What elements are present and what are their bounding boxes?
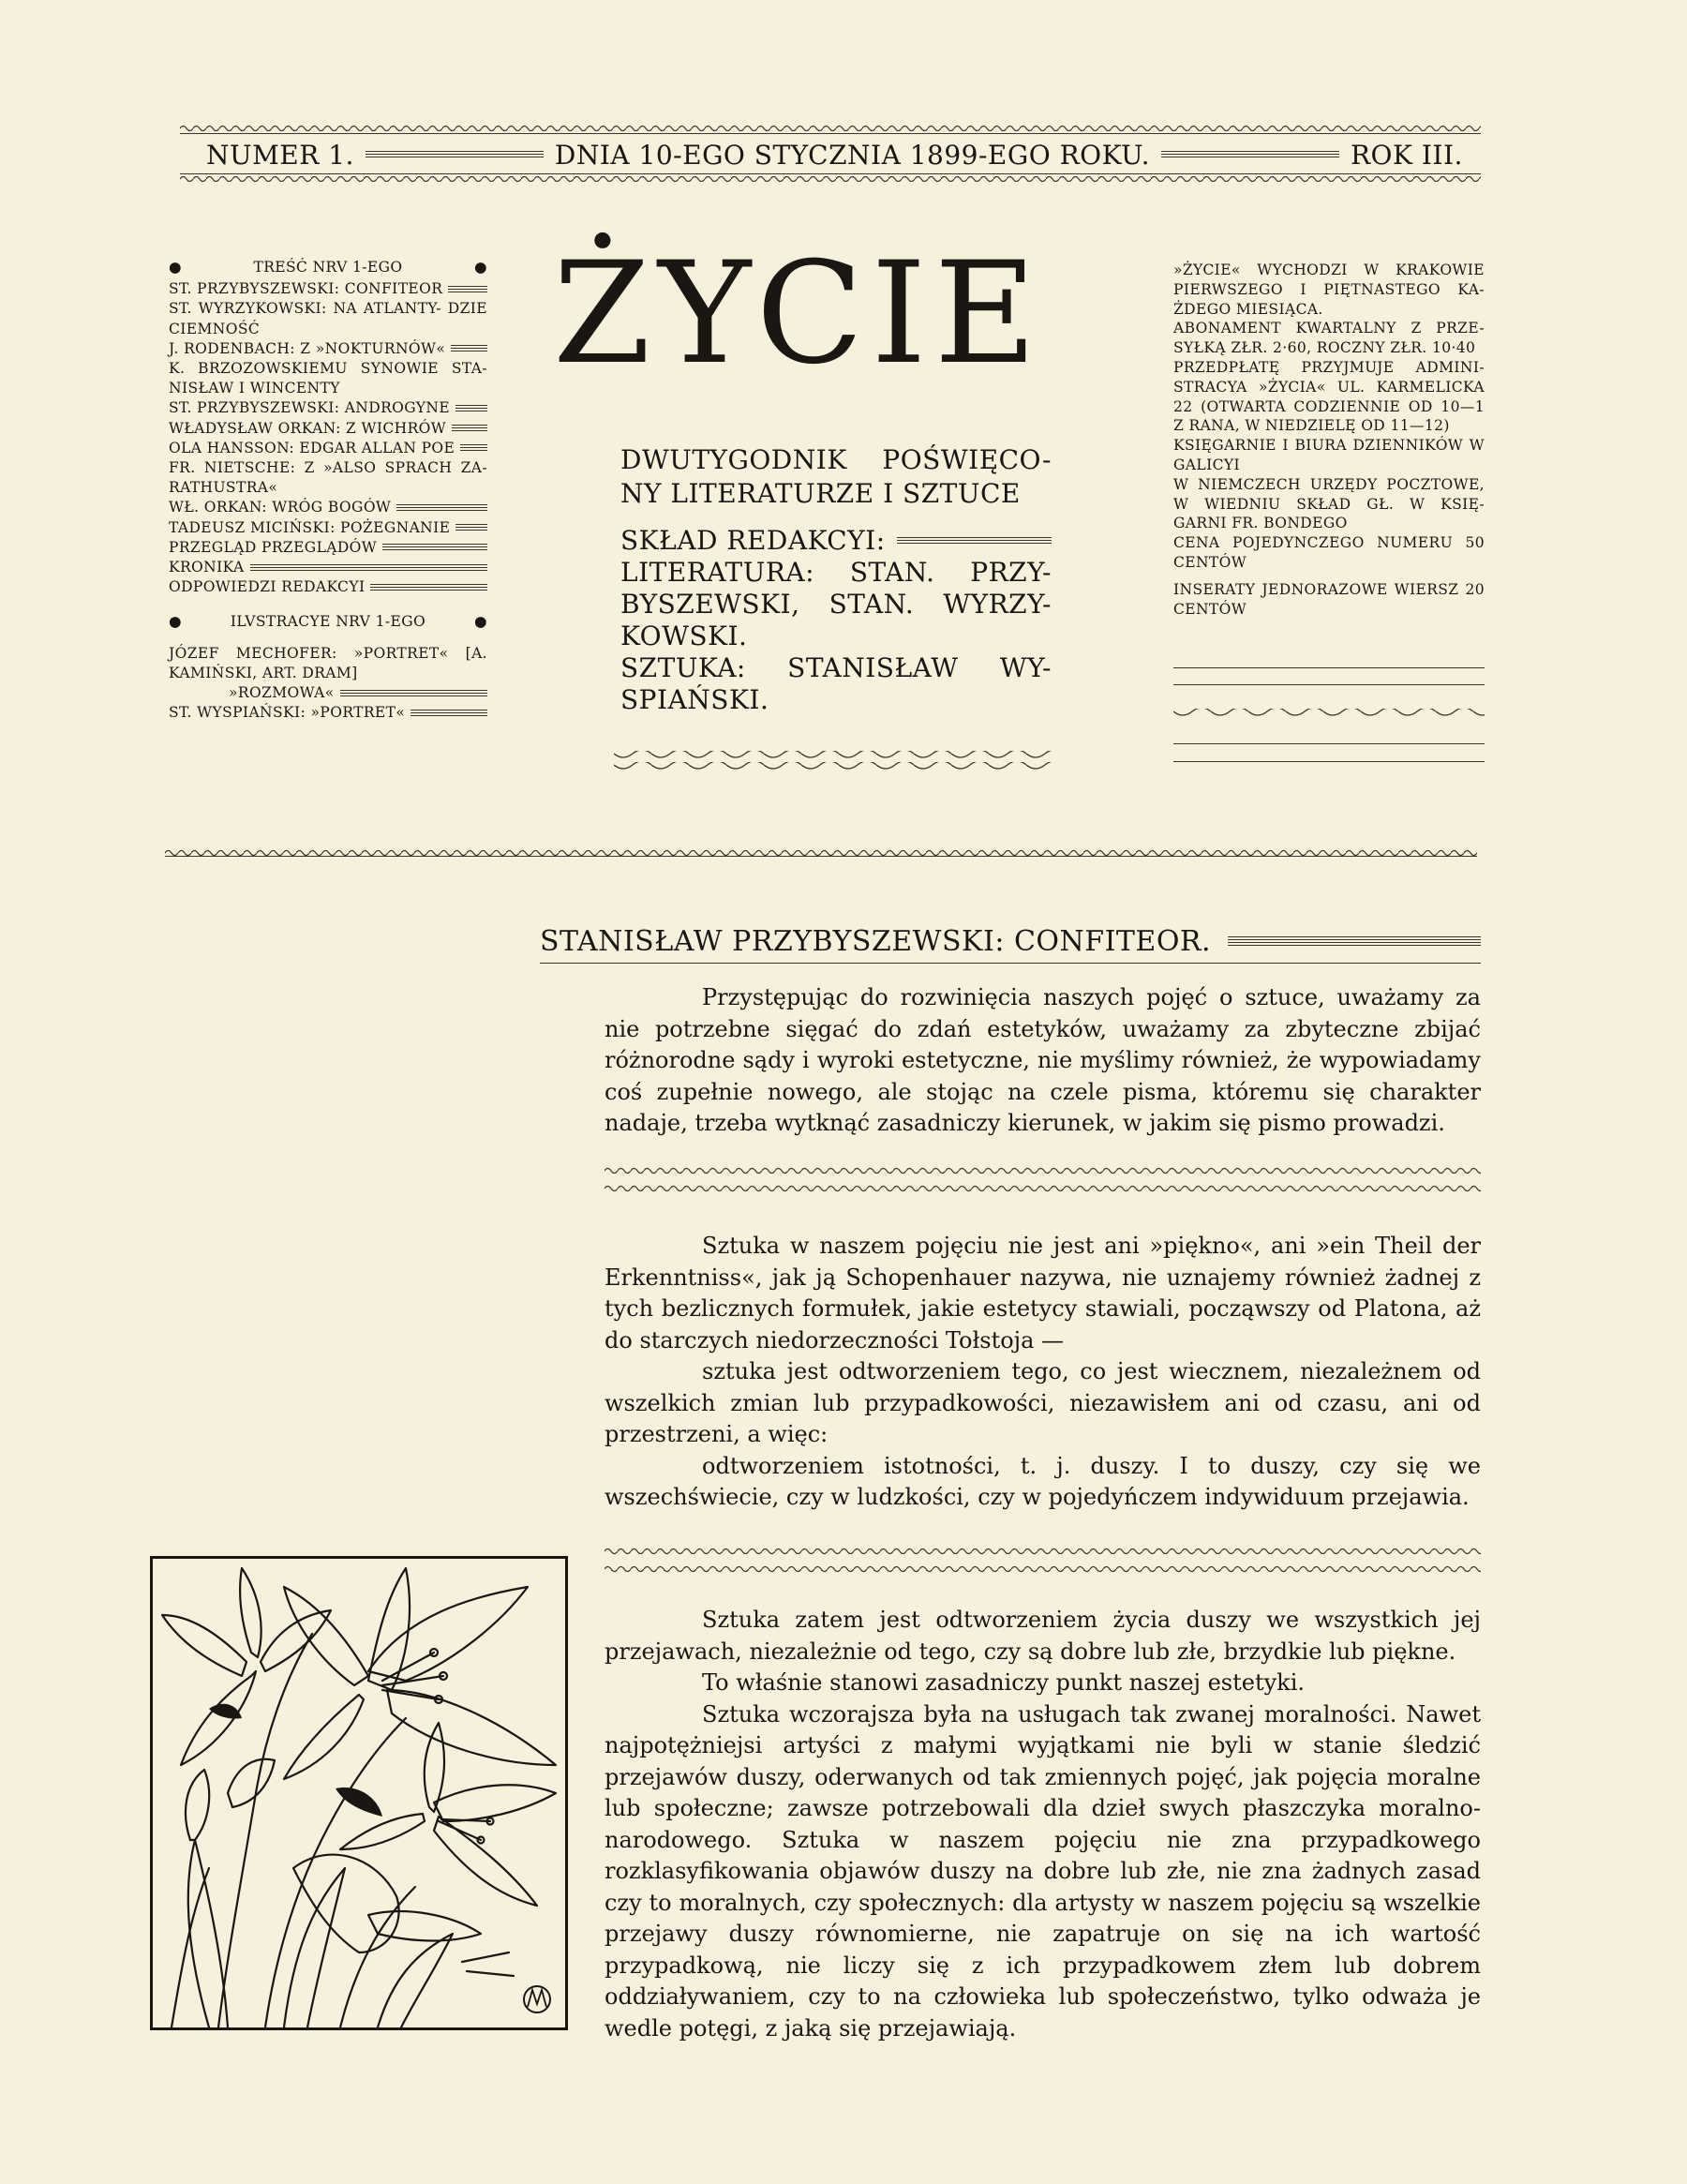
masthead-top-rule [180,133,1481,134]
masthead-line [180,136,1481,173]
contents-item: ST. PRZYBYSZEWSKI: ANDROGYNE [169,398,487,418]
article-paragraph: odtworzeniem istotności, t. j. duszy. I to duszy, czy się we wszechświecie, czy w ludzkości, czy w pojedyńczem indywiduum przejawia. [605,1452,1481,1510]
contents-item: PRZEGLĄD PRZEGLĄDÓW [169,538,487,558]
article-paragraph: Sztuka zatem jest odtworzeniem życia duszy we wszystkich jej przejawach, niezależnie od tego, czy są dobre lub złe, brzydkie lub piękne. [605,1607,1481,1665]
info-rule [1173,684,1485,685]
article-heading-row [540,925,1481,958]
article-paragraph: sztuka jest odtworzeniem tego, co jest wiecznem, niezależnem od wszelkich zmian lub przypadkowości, niezawisłem ani od czasu, ani od przestrzeni, a więc: [605,1358,1481,1447]
info-column [1173,261,1485,619]
contents-item: J. RODENBACH: Z »NOKTURNÓW« [169,339,487,359]
illustrations-heading: ● ILVSTRACYE NRV 1-EGO ● [169,613,487,631]
section-separator [165,848,1477,856]
contents-item: WŁADYSŁAW ORKAN: Z WICHRÓW [169,419,487,439]
contents-item: WŁ. ORKAN: WRÓG BOGÓW [169,498,487,517]
editorial-art: SZTUKA: STANISŁAW WY- SPIAŃSKI. [620,652,1052,715]
journal-subtitle: DWUTYGODNIK POŚWIĘCO- NY LITERATURZE I SZTUCE [620,444,1052,509]
info-rule [1173,667,1485,668]
article-block-2 [605,1231,1481,1514]
illustration-item: ST. WYSPIAŃSKI: »PORTRET« [169,703,487,723]
article-block-1 [605,982,1481,1140]
info-rule [1173,743,1485,744]
editorial-literature: LITERATURA: STAN. PRZY- BYSZEWSKI, STAN. WYRZY- KOWSKI. [620,557,1052,651]
masthead-filler [366,151,544,159]
article-paragraph: Sztuka wczorajsza była na usługach tak zwanej moralności. Nawet najpotężniejsi artyści z małymi wyjątkami nie byli w stanie śledzić przejawów duszy, oderwanych od tak zmiennych pojęć, jak pojęcia moralne lub społeczne; zawsze potrzebowali dla dzieł swych płaszczyka moralno-narodowego. Sztuka w naszem pojęciu nie zna przypadkowego rozklasyfikowania objawów duszy na dobre lub złe, nie zna żadnych zasad czy to moralnych, czy społecznych: dla artysty w naszem pojęciu są wszelkie przejawy duszy równomierne, nie zapatruje on się na ich wartość przypadkową, nie liczy się z ich przypadkowem złem lub dobrem oddziaływaniem, czy to na człowieka lub społeczeństwo, tylko odważa je wedle potęgi, z jaką się przejawiają. [605,1700,1481,2042]
article-paragraph: To właśnie stanowi zasadniczy punkt naszej estetyki. [702,1669,1306,1696]
info-ornament [1173,709,1485,720]
info-item: CENA POJEDYNCZEGO NUMERU 50 CENTÓW [1173,534,1485,571]
info-rule [1173,761,1485,762]
article-block-3 [605,1605,1481,2044]
masthead-top-ornament [180,124,1481,133]
illustration-item: »ROZMOWA« [169,683,487,703]
lily-illustration [150,1556,568,2030]
contents-item: KRONIKA [169,558,487,577]
masthead-bottom-ornament [180,174,1481,182]
contents-item: ODPOWIEDZI REDAKCYI [169,577,487,597]
contents-item: FR. NIETSCHE: Z »ALSO SPRACH ZA- RATHUSTRA« [169,459,487,497]
issue-year: ROK III. [1350,139,1463,171]
info-item: »ŻYCIE« WYCHODZI W KRAKOWIE PIERWSZEGO I PIĘTNASTEGO KA- ŻDEGO MIESIĄCA. [1173,262,1485,318]
paragraph-ornament [605,1564,1481,1574]
contents-item: K. BRZOZOWSKIEMU SYNOWIE STA- NISŁAW I WINCENTY [169,360,487,397]
paragraph-ornament [605,1547,1481,1556]
contents-column [169,258,487,723]
article-paragraph: Przystępując do rozwinięcia naszych pojęć o sztuce, uważamy za nie potrzebne sięgać do zdań estetyków, uważamy za zbyteczne zbijać różnorodne sądy i wyroki estetyczne, nie myślimy również, że wypowiadamy coś zupełnie nowego, ale stojąc na czele pisma, któremu się charakter nadaje, trzeba wytknąć zasadniczy kierunek, w jakim się pismo prowadzi. [605,984,1481,1136]
illustration-item: JÓZEF MECHOFER: »PORTRET« [A. KAMIŃSKI, ART. DRAM] [169,644,487,681]
center-ornament [614,762,1054,773]
paragraph-ornament [605,1166,1481,1175]
editorial-heading: SKŁAD REDAKCYI: [620,525,886,556]
editorial-board [620,525,1052,716]
contents-heading: ● TREŚĆ NRV 1-EGO ● [169,259,487,276]
lily-drawing [153,1559,565,2027]
journal-title: ŻYCIE [553,232,1045,396]
info-item: INSERATY JEDNORAZOWE WIERSZ 20 CENTÓW [1173,580,1485,618]
info-item: KSIĘGARNIE I BIURA DZIENNIKÓW W GALICYI [1173,437,1485,473]
article-paragraph: Sztuka w naszem pojęciu nie jest ani »piękno«, ani »ein Theil der Erkenntniss«, jak ją Schopenhauer nazywa, nie uznajemy również żadnej z tych bezlicznych formułek, jakie estetycy stawiali, począwszy od Platona, aż do starczych niedorzeczności Tołstoja — [605,1233,1481,1354]
contents-item: TADEUSZ MICIŃSKI: POŻEGNANIE [169,518,487,538]
article-heading: STANISŁAW PRZYBYSZEWSKI: CONFITEOR. [540,925,1212,958]
contents-item: OLA HANSSON: EDGAR ALLAN POE [169,439,487,458]
info-item: PRZEDPŁATĘ PRZYJMUJE ADMINI- STRACYA »ŻYCIA« UL. KARMELICKA 22 (OTWARTA CODZIENNIE OD 10—1 Z RANA, W NIEDZIELĘ OD 11—12) [1173,358,1485,435]
info-item: ABONAMENT KWARTALNY Z PRZE- SYŁKĄ ZŁR. 2·60, ROCZNY ZŁR. 10·40 [1173,320,1485,357]
issue-number: NUMER 1. [206,139,354,171]
section-separator-rule [165,856,1477,857]
paragraph-ornament [605,1184,1481,1193]
center-ornament [614,751,1054,762]
article-heading-rule [540,963,1481,964]
info-item: W NIEMCZECH URZĘDY POCZTOWE, W WIEDNIU SKŁAD GŁ. W KSIĘ- GARNI FR. BONDEGO [1173,475,1485,532]
issue-date: DNIA 10-EGO STYCZNIA 1899-EGO ROKU. [554,139,1150,171]
masthead-filler [1161,151,1339,159]
contents-item: ST. WYRZYKOWSKI: NA ATLANTY- DZIE CIEMNOŚĆ [169,300,487,337]
contents-item: ST. PRZYBYSZEWSKI: CONFITEOR [169,279,487,299]
